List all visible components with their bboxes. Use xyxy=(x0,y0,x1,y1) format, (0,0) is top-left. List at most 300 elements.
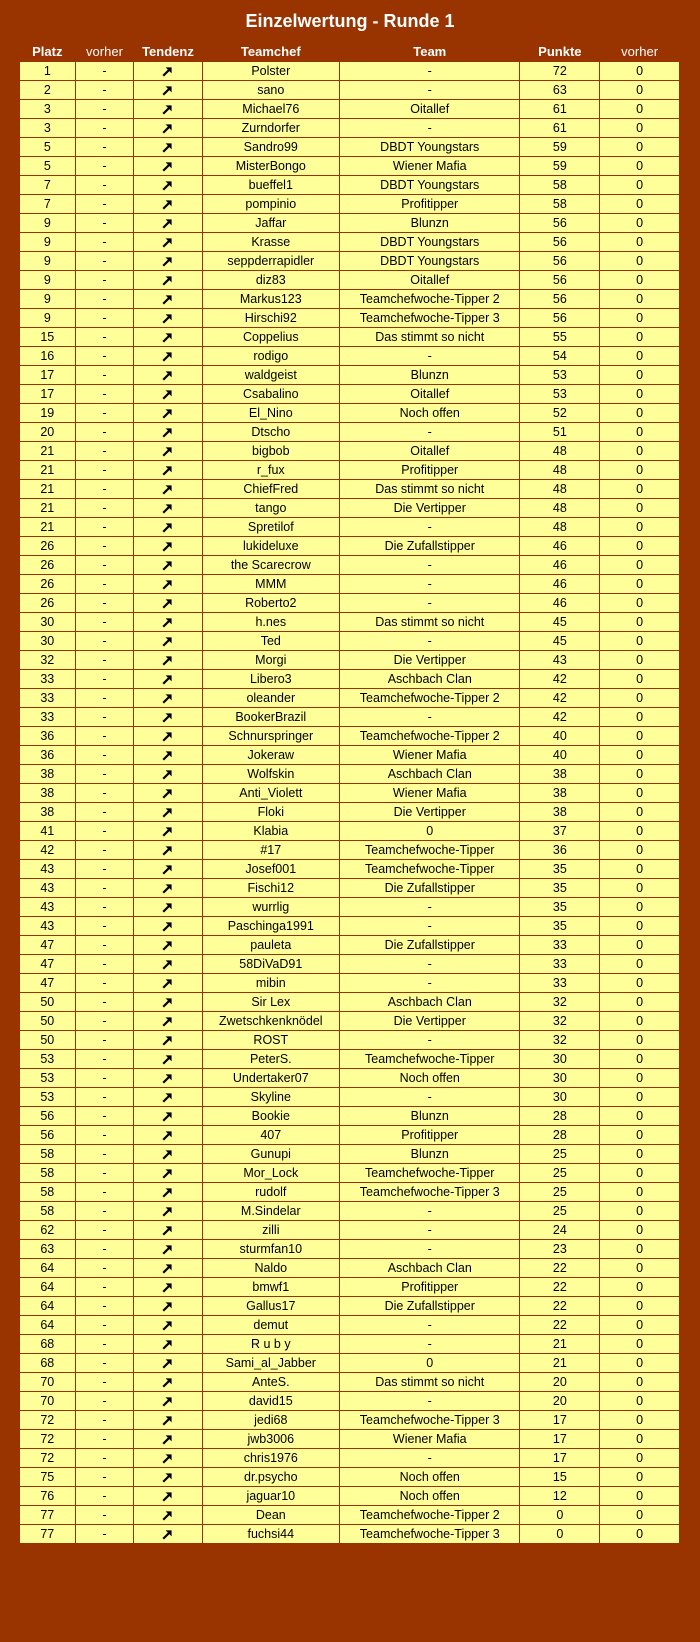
vorher-platz-cell: - xyxy=(75,214,134,233)
arrow-up-right-icon xyxy=(162,748,173,762)
vorher-platz-cell: - xyxy=(75,1164,134,1183)
platz-cell: 47 xyxy=(20,936,76,955)
teamchef-cell: Mor_Lock xyxy=(202,1164,339,1183)
arrow-up-right-icon xyxy=(162,919,173,933)
arrow-up-right-icon xyxy=(162,102,173,116)
teamchef-cell: Markus123 xyxy=(202,290,339,309)
arrow-up-right-icon xyxy=(162,216,173,230)
team-cell: Profitipper xyxy=(340,195,520,214)
arrow-up-right-icon xyxy=(162,1128,173,1142)
platz-cell: 41 xyxy=(20,822,76,841)
table-row xyxy=(20,233,680,252)
team-cell: - xyxy=(340,575,520,594)
platz-cell: 21 xyxy=(20,461,76,480)
punkte-cell: 33 xyxy=(520,974,600,993)
team-cell: Blunzn xyxy=(340,1107,520,1126)
vorher-platz-cell: - xyxy=(75,366,134,385)
team-cell: - xyxy=(340,1335,520,1354)
arrow-up-right-icon xyxy=(162,330,173,344)
punkte-cell: 30 xyxy=(520,1069,600,1088)
table-row xyxy=(20,385,680,404)
table-row xyxy=(20,62,680,81)
team-cell: Noch offen xyxy=(340,1468,520,1487)
vorher-platz-cell: - xyxy=(75,1487,134,1506)
arrow-up-right-icon xyxy=(162,1185,173,1199)
vorher-punkte-cell: 0 xyxy=(600,423,680,442)
arrow-up-right-icon xyxy=(162,1242,173,1256)
vorher-punkte-cell: 0 xyxy=(600,385,680,404)
platz-cell: 3 xyxy=(20,119,76,138)
vorher-platz-cell: - xyxy=(75,1012,134,1031)
vorher-punkte-cell: 0 xyxy=(600,214,680,233)
team-cell: - xyxy=(340,119,520,138)
arrow-up-right-icon xyxy=(162,368,173,382)
tendenz-cell xyxy=(134,518,202,537)
table-row xyxy=(20,1183,680,1202)
platz-cell: 36 xyxy=(20,746,76,765)
teamchef-cell: Sami_al_Jabber xyxy=(202,1354,339,1373)
table-header-row xyxy=(20,42,680,62)
platz-cell: 72 xyxy=(20,1411,76,1430)
vorher-punkte-cell: 0 xyxy=(600,537,680,556)
table-row xyxy=(20,1449,680,1468)
tendenz-cell xyxy=(134,1449,202,1468)
vorher-punkte-cell: 0 xyxy=(600,1430,680,1449)
table-row xyxy=(20,1221,680,1240)
tendenz-cell xyxy=(134,594,202,613)
arrow-up-right-icon xyxy=(162,1356,173,1370)
team-cell: - xyxy=(340,708,520,727)
punkte-cell: 21 xyxy=(520,1354,600,1373)
arrow-up-right-icon xyxy=(162,83,173,97)
team-cell: Noch offen xyxy=(340,1487,520,1506)
platz-cell: 1 xyxy=(20,62,76,81)
arrow-up-right-icon xyxy=(162,881,173,895)
arrow-up-right-icon xyxy=(162,634,173,648)
arrow-up-right-icon xyxy=(162,140,173,154)
vorher-platz-cell: - xyxy=(75,1506,134,1525)
teamchef-cell: diz83 xyxy=(202,271,339,290)
punkte-cell: 25 xyxy=(520,1183,600,1202)
arrow-up-right-icon xyxy=(162,425,173,439)
vorher-punkte-cell: 0 xyxy=(600,708,680,727)
teamchef-cell: M.Sindelar xyxy=(202,1202,339,1221)
arrow-up-right-icon xyxy=(162,900,173,914)
vorher-platz-cell: - xyxy=(75,1525,134,1544)
arrow-up-right-icon xyxy=(162,1280,173,1294)
vorher-platz-cell: - xyxy=(75,100,134,119)
tendenz-cell xyxy=(134,385,202,404)
teamchef-cell: dr.psycho xyxy=(202,1468,339,1487)
platz-cell: 64 xyxy=(20,1316,76,1335)
vorher-platz-cell: - xyxy=(75,1031,134,1050)
platz-cell: 17 xyxy=(20,385,76,404)
arrow-up-right-icon xyxy=(162,520,173,534)
teamchef-cell: ChiefFred xyxy=(202,480,339,499)
table-row xyxy=(20,1126,680,1145)
arrow-up-right-icon xyxy=(162,349,173,363)
table-row xyxy=(20,1050,680,1069)
vorher-punkte-cell: 0 xyxy=(600,936,680,955)
arrow-up-right-icon xyxy=(162,957,173,971)
table-row xyxy=(20,651,680,670)
platz-cell: 9 xyxy=(20,309,76,328)
vorher-platz-cell: - xyxy=(75,1126,134,1145)
punkte-cell: 17 xyxy=(520,1449,600,1468)
punkte-cell: 25 xyxy=(520,1145,600,1164)
team-cell: - xyxy=(340,632,520,651)
vorher-punkte-cell: 0 xyxy=(600,651,680,670)
arrow-up-right-icon xyxy=(162,672,173,686)
vorher-punkte-cell: 0 xyxy=(600,328,680,347)
teamchef-cell: h.nes xyxy=(202,613,339,632)
vorher-punkte-cell: 0 xyxy=(600,1088,680,1107)
arrow-up-right-icon xyxy=(162,1489,173,1503)
team-cell: Wiener Mafia xyxy=(340,1430,520,1449)
punkte-cell: 37 xyxy=(520,822,600,841)
arrow-up-right-icon xyxy=(162,1223,173,1237)
punkte-cell: 56 xyxy=(520,252,600,271)
arrow-up-right-icon xyxy=(162,1451,173,1465)
punkte-cell: 46 xyxy=(520,556,600,575)
vorher-punkte-cell: 0 xyxy=(600,1506,680,1525)
team-cell: DBDT Youngstars xyxy=(340,176,520,195)
tendenz-cell xyxy=(134,1278,202,1297)
vorher-platz-cell: - xyxy=(75,1316,134,1335)
punkte-cell: 20 xyxy=(520,1392,600,1411)
platz-cell: 21 xyxy=(20,442,76,461)
arrow-up-right-icon xyxy=(162,767,173,781)
vorher-platz-cell: - xyxy=(75,1145,134,1164)
arrow-up-right-icon xyxy=(162,1090,173,1104)
vorher-punkte-cell: 0 xyxy=(600,499,680,518)
vorher-platz-cell: - xyxy=(75,195,134,214)
punkte-cell: 15 xyxy=(520,1468,600,1487)
table-row xyxy=(20,1145,680,1164)
table-row xyxy=(20,138,680,157)
table-body xyxy=(20,62,680,1544)
vorher-platz-cell: - xyxy=(75,1335,134,1354)
teamchef-cell: Josef001 xyxy=(202,860,339,879)
vorher-platz-cell: - xyxy=(75,233,134,252)
teamchef-cell: zilli xyxy=(202,1221,339,1240)
teamchef-cell: Schnurspringer xyxy=(202,727,339,746)
tendenz-cell xyxy=(134,1392,202,1411)
tendenz-cell xyxy=(134,1354,202,1373)
vorher-platz-cell: - xyxy=(75,1050,134,1069)
vorher-platz-cell: - xyxy=(75,499,134,518)
vorher-platz-cell: - xyxy=(75,62,134,81)
platz-cell: 9 xyxy=(20,252,76,271)
teamchef-cell: lukideluxe xyxy=(202,537,339,556)
platz-cell: 26 xyxy=(20,537,76,556)
header-vorher-platz: vorher xyxy=(86,44,123,59)
punkte-cell: 56 xyxy=(520,214,600,233)
arrow-up-right-icon xyxy=(162,1052,173,1066)
teamchef-cell: Zwetschkenknödel xyxy=(202,1012,339,1031)
tendenz-cell xyxy=(134,917,202,936)
vorher-punkte-cell: 0 xyxy=(600,1487,680,1506)
tendenz-cell xyxy=(134,1259,202,1278)
team-cell: Wiener Mafia xyxy=(340,784,520,803)
platz-cell: 15 xyxy=(20,328,76,347)
platz-cell: 33 xyxy=(20,670,76,689)
vorher-platz-cell: - xyxy=(75,537,134,556)
punkte-cell: 35 xyxy=(520,879,600,898)
team-cell: Teamchefwoche-Tipper 2 xyxy=(340,290,520,309)
platz-cell: 70 xyxy=(20,1373,76,1392)
team-cell: DBDT Youngstars xyxy=(340,233,520,252)
table-row xyxy=(20,347,680,366)
arrow-up-right-icon xyxy=(162,1109,173,1123)
vorher-platz-cell: - xyxy=(75,1202,134,1221)
tendenz-cell xyxy=(134,1145,202,1164)
vorher-platz-cell: - xyxy=(75,917,134,936)
team-cell: Die Vertipper xyxy=(340,499,520,518)
vorher-punkte-cell: 0 xyxy=(600,176,680,195)
teamchef-cell: seppderrapidler xyxy=(202,252,339,271)
vorher-punkte-cell: 0 xyxy=(600,746,680,765)
platz-cell: 26 xyxy=(20,594,76,613)
vorher-platz-cell: - xyxy=(75,157,134,176)
table-row xyxy=(20,670,680,689)
tendenz-cell xyxy=(134,176,202,195)
team-cell: Oitallef xyxy=(340,442,520,461)
tendenz-cell xyxy=(134,537,202,556)
teamchef-cell: Anti_Violett xyxy=(202,784,339,803)
vorher-platz-cell: - xyxy=(75,670,134,689)
arrow-up-right-icon xyxy=(162,824,173,838)
punkte-cell: 42 xyxy=(520,708,600,727)
team-cell: Teamchefwoche-Tipper 3 xyxy=(340,1411,520,1430)
platz-cell: 75 xyxy=(20,1468,76,1487)
table-row xyxy=(20,784,680,803)
vorher-punkte-cell: 0 xyxy=(600,1259,680,1278)
table-row xyxy=(20,423,680,442)
vorher-punkte-cell: 0 xyxy=(600,1278,680,1297)
platz-cell: 68 xyxy=(20,1335,76,1354)
header-tendenz: Tendenz xyxy=(142,44,194,59)
punkte-cell: 43 xyxy=(520,651,600,670)
vorher-platz-cell: - xyxy=(75,176,134,195)
punkte-cell: 53 xyxy=(520,366,600,385)
teamchef-cell: Floki xyxy=(202,803,339,822)
teamchef-cell: fuchsi44 xyxy=(202,1525,339,1544)
team-cell: - xyxy=(340,917,520,936)
tendenz-cell xyxy=(134,119,202,138)
arrow-up-right-icon xyxy=(162,387,173,401)
platz-cell: 32 xyxy=(20,651,76,670)
tendenz-cell xyxy=(134,1468,202,1487)
tendenz-cell xyxy=(134,613,202,632)
team-cell: Die Zufallstipper xyxy=(340,879,520,898)
vorher-punkte-cell: 0 xyxy=(600,252,680,271)
vorher-platz-cell: - xyxy=(75,974,134,993)
tendenz-cell xyxy=(134,423,202,442)
teamchef-cell: bigbob xyxy=(202,442,339,461)
team-cell: Aschbach Clan xyxy=(340,1259,520,1278)
punkte-cell: 36 xyxy=(520,841,600,860)
vorher-platz-cell: - xyxy=(75,423,134,442)
punkte-cell: 53 xyxy=(520,385,600,404)
table-row xyxy=(20,537,680,556)
table-row xyxy=(20,1354,680,1373)
teamchef-cell: Zurndorfer xyxy=(202,119,339,138)
punkte-cell: 63 xyxy=(520,81,600,100)
platz-cell: 19 xyxy=(20,404,76,423)
vorher-punkte-cell: 0 xyxy=(600,461,680,480)
team-cell: - xyxy=(340,898,520,917)
table-row xyxy=(20,1012,680,1031)
vorher-platz-cell: - xyxy=(75,746,134,765)
punkte-cell: 42 xyxy=(520,670,600,689)
vorher-platz-cell: - xyxy=(75,841,134,860)
platz-cell: 9 xyxy=(20,290,76,309)
tendenz-cell xyxy=(134,499,202,518)
vorher-platz-cell: - xyxy=(75,1354,134,1373)
platz-cell: 7 xyxy=(20,195,76,214)
punkte-cell: 23 xyxy=(520,1240,600,1259)
vorher-punkte-cell: 0 xyxy=(600,860,680,879)
arrow-up-right-icon xyxy=(162,1299,173,1313)
punkte-cell: 12 xyxy=(520,1487,600,1506)
teamchef-cell: Skyline xyxy=(202,1088,339,1107)
vorher-platz-cell: - xyxy=(75,1449,134,1468)
vorher-platz-cell: - xyxy=(75,1088,134,1107)
arrow-up-right-icon xyxy=(162,1413,173,1427)
punkte-cell: 33 xyxy=(520,936,600,955)
platz-cell: 30 xyxy=(20,632,76,651)
vorher-punkte-cell: 0 xyxy=(600,689,680,708)
teamchef-cell: rodigo xyxy=(202,347,339,366)
platz-cell: 50 xyxy=(20,1012,76,1031)
teamchef-cell: Krasse xyxy=(202,233,339,252)
vorher-platz-cell: - xyxy=(75,1259,134,1278)
platz-cell: 72 xyxy=(20,1449,76,1468)
team-cell: - xyxy=(340,1449,520,1468)
tendenz-cell xyxy=(134,879,202,898)
tendenz-cell xyxy=(134,689,202,708)
team-cell: Blunzn xyxy=(340,1145,520,1164)
punkte-cell: 56 xyxy=(520,309,600,328)
platz-cell: 43 xyxy=(20,860,76,879)
teamchef-cell: Sir Lex xyxy=(202,993,339,1012)
table-row xyxy=(20,1525,680,1544)
punkte-cell: 32 xyxy=(520,1012,600,1031)
tendenz-cell xyxy=(134,157,202,176)
vorher-punkte-cell: 0 xyxy=(600,632,680,651)
tendenz-cell xyxy=(134,1430,202,1449)
arrow-up-right-icon xyxy=(162,1071,173,1085)
table-row xyxy=(20,1202,680,1221)
teamchef-cell: Bookie xyxy=(202,1107,339,1126)
table-row xyxy=(20,822,680,841)
platz-cell: 53 xyxy=(20,1069,76,1088)
team-cell: Oitallef xyxy=(340,385,520,404)
team-cell: Wiener Mafia xyxy=(340,746,520,765)
vorher-punkte-cell: 0 xyxy=(600,1069,680,1088)
vorher-punkte-cell: 0 xyxy=(600,594,680,613)
platz-cell: 20 xyxy=(20,423,76,442)
platz-cell: 26 xyxy=(20,556,76,575)
standings-table xyxy=(19,42,680,1544)
table-row xyxy=(20,993,680,1012)
tendenz-cell xyxy=(134,1335,202,1354)
vorher-punkte-cell: 0 xyxy=(600,309,680,328)
teamchef-cell: pauleta xyxy=(202,936,339,955)
team-cell: Teamchefwoche-Tipper 3 xyxy=(340,1525,520,1544)
tendenz-cell xyxy=(134,347,202,366)
vorher-punkte-cell: 0 xyxy=(600,1240,680,1259)
tendenz-cell xyxy=(134,1411,202,1430)
platz-cell: 17 xyxy=(20,366,76,385)
arrow-up-right-icon xyxy=(162,995,173,1009)
teamchef-cell: Csabalino xyxy=(202,385,339,404)
arrow-up-right-icon xyxy=(162,235,173,249)
teamchef-cell: rudolf xyxy=(202,1183,339,1202)
punkte-cell: 55 xyxy=(520,328,600,347)
team-cell: Die Zufallstipper xyxy=(340,1297,520,1316)
punkte-cell: 59 xyxy=(520,157,600,176)
arrow-up-right-icon xyxy=(162,1147,173,1161)
teamchef-cell: wurrlig xyxy=(202,898,339,917)
team-cell: - xyxy=(340,1088,520,1107)
arrow-up-right-icon xyxy=(162,501,173,515)
vorher-punkte-cell: 0 xyxy=(600,1468,680,1487)
vorher-punkte-cell: 0 xyxy=(600,1183,680,1202)
table-row xyxy=(20,309,680,328)
punkte-cell: 56 xyxy=(520,271,600,290)
vorher-punkte-cell: 0 xyxy=(600,670,680,689)
teamchef-cell: waldgeist xyxy=(202,366,339,385)
platz-cell: 64 xyxy=(20,1259,76,1278)
vorher-punkte-cell: 0 xyxy=(600,1221,680,1240)
tendenz-cell xyxy=(134,746,202,765)
teamchef-cell: chris1976 xyxy=(202,1449,339,1468)
table-row xyxy=(20,1468,680,1487)
team-cell: DBDT Youngstars xyxy=(340,138,520,157)
tendenz-cell xyxy=(134,81,202,100)
punkte-cell: 35 xyxy=(520,917,600,936)
teamchef-cell: r_fux xyxy=(202,461,339,480)
vorher-platz-cell: - xyxy=(75,708,134,727)
platz-cell: 53 xyxy=(20,1088,76,1107)
table-row xyxy=(20,575,680,594)
team-cell: Aschbach Clan xyxy=(340,993,520,1012)
teamchef-cell: jaguar10 xyxy=(202,1487,339,1506)
vorher-platz-cell: - xyxy=(75,119,134,138)
punkte-cell: 17 xyxy=(520,1430,600,1449)
tendenz-cell xyxy=(134,708,202,727)
platz-cell: 3 xyxy=(20,100,76,119)
arrow-up-right-icon xyxy=(162,482,173,496)
arrow-up-right-icon xyxy=(162,1033,173,1047)
platz-cell: 76 xyxy=(20,1487,76,1506)
punkte-cell: 22 xyxy=(520,1297,600,1316)
vorher-platz-cell: - xyxy=(75,822,134,841)
team-cell: Teamchefwoche-Tipper xyxy=(340,860,520,879)
tendenz-cell xyxy=(134,765,202,784)
vorher-punkte-cell: 0 xyxy=(600,898,680,917)
team-cell: - xyxy=(340,81,520,100)
table-row xyxy=(20,480,680,499)
vorher-punkte-cell: 0 xyxy=(600,1297,680,1316)
vorher-punkte-cell: 0 xyxy=(600,575,680,594)
teamchef-cell: sano xyxy=(202,81,339,100)
arrow-up-right-icon xyxy=(162,273,173,287)
team-cell: Teamchefwoche-Tipper xyxy=(340,841,520,860)
tendenz-cell xyxy=(134,993,202,1012)
